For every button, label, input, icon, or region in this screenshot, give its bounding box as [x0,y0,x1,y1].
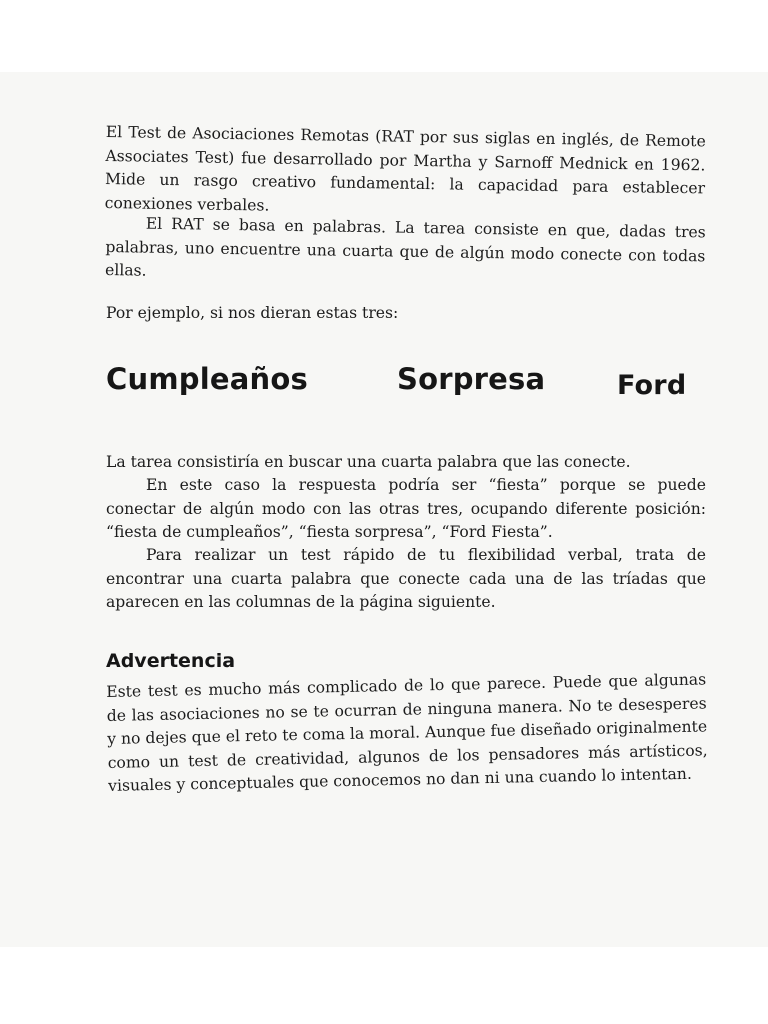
example-word-1: Cumpleaños [106,362,308,396]
explanation-paragraph-3: Para realizar un test rápido de tu flexibilidad verbal, trata de encontrar una cuarta palabra que conecte cada una de las tríadas que aparecen en las columnas de la página siguiente. [106,546,706,611]
intro-paragraph-1: El Test de Asociaciones Remotas (RAT por sus siglas en inglés, de Remote Associates Test) fue desarrollado por Martha y Sarnoff Mednick en 1962. Mide un rasgo creativo fundamental: la capacidad para establecer conexiones verbales. [104,122,706,215]
explanation-paragraph-1: La tarea consistiría en buscar una cuarta palabra que las conecte. [106,453,631,471]
intro-paragraph-3: Por ejemplo, si nos dieran estas tres: [106,304,399,322]
warning-heading: Advertencia [106,650,236,672]
intro-paragraph-2: El RAT se basa en palabras. La tarea consiste en que, dadas tres palabras, uno encuentre una cuarta que de algún modo conecte con todas ellas. [104,214,706,280]
example-word-3: Ford [617,370,687,401]
example-word-2: Sorpresa [397,362,546,396]
explanation-paragraph-2: En este caso la respuesta podría ser “fiesta” porque se puede conectar de algún modo con las otras tres, ocupando diferente posición: “fiesta de cumpleaños”, “fiesta sorpresa”, “Ford Fiesta”. [106,476,706,541]
warning-paragraph: Este test es mucho más complicado de lo que parece. Puede que algunas de las asociaciones no se te ocurran de ninguna manera. No te desesperes y no dejes que el reto te coma la moral. Aunque fue diseñado originalmente como un test de creatividad, algunos de los pensadores más artísticos, visuales y conceptuales que conocemos no dan ni una cuando lo intentan. [106,670,708,795]
